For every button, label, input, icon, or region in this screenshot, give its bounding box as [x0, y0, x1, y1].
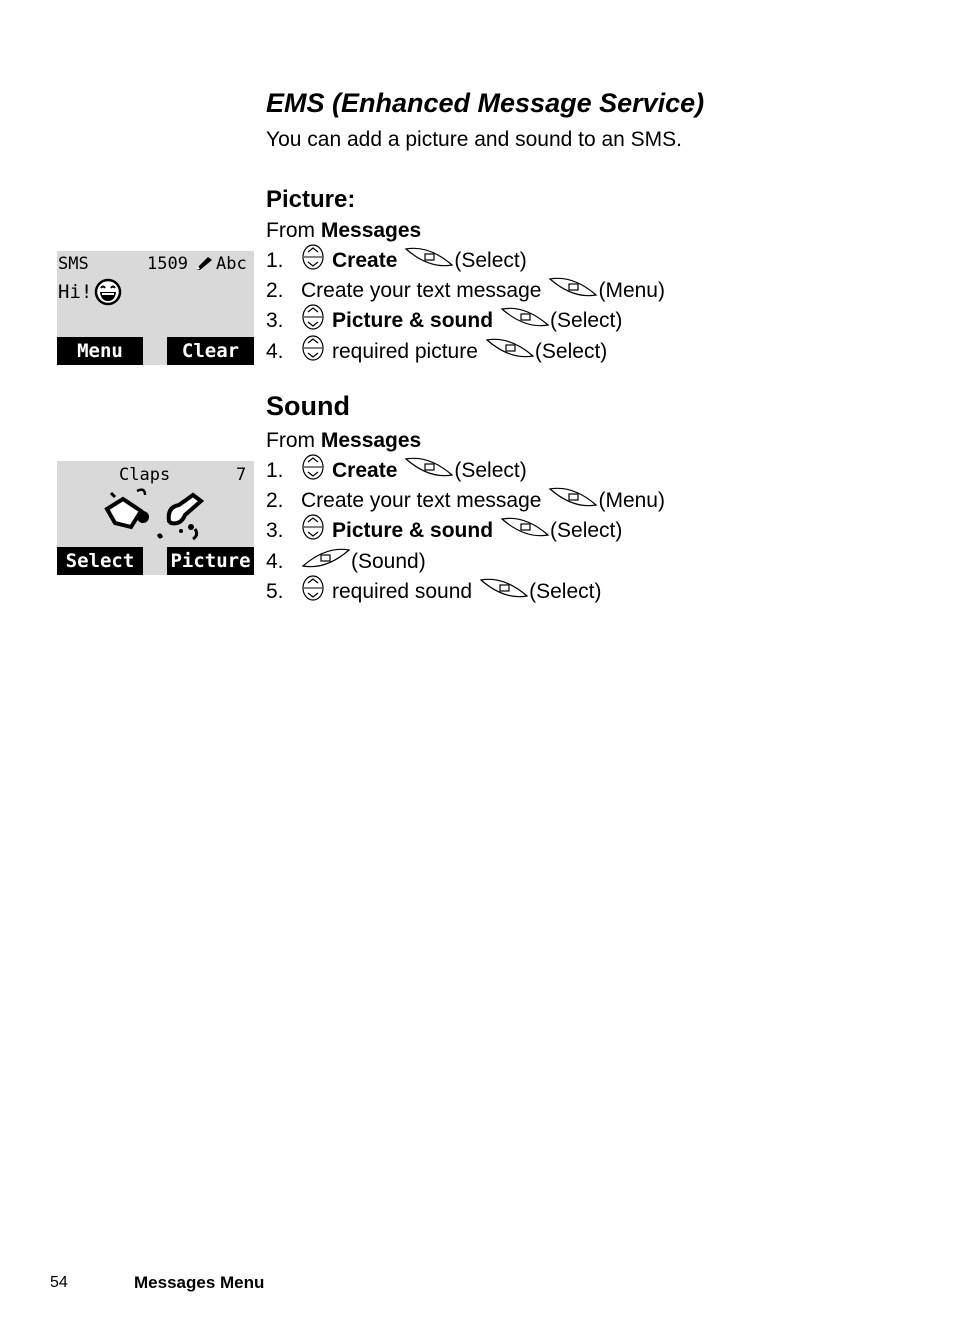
step-action: (Select) [534, 340, 608, 363]
softkey-icon [548, 485, 598, 517]
sound-counter: 7 [236, 465, 247, 485]
softkey-icon [548, 275, 598, 307]
step-action: (Select) [529, 580, 602, 603]
step-bold-text: Create [332, 249, 398, 272]
step-row [266, 517, 622, 545]
step-row [266, 548, 426, 576]
step-action: (Menu) [598, 279, 665, 302]
footer-section-title: Messages Menu [134, 1273, 265, 1292]
step-number: 4. [266, 340, 284, 363]
softkey-icon [479, 576, 529, 608]
phone-screen-sound [57, 461, 254, 575]
step-text: required picture [332, 340, 478, 363]
step-number: 1. [266, 459, 284, 482]
scroll-key-icon [301, 304, 325, 338]
softkey-picture: Picture [167, 547, 254, 575]
phone-screen-sms [57, 251, 254, 365]
intro-text: You can add a picture and sound to an SMS. [266, 128, 683, 151]
sound-from-line [266, 427, 421, 455]
step-number: 2. [266, 489, 284, 512]
step-row [266, 277, 665, 305]
softkey-menu: Menu [57, 337, 143, 365]
softkey-clear: Clear [167, 337, 254, 365]
clapping-hands-icon [101, 487, 213, 547]
from-value: Messages [320, 429, 422, 452]
picture-from-line [266, 217, 421, 245]
step-row [266, 578, 601, 606]
step-number: 3. [266, 519, 284, 542]
step-text: Create your text message [301, 279, 542, 302]
picture-heading: Picture: [266, 186, 356, 213]
softkey-icon [301, 546, 351, 578]
laughing-face-icon [93, 278, 123, 310]
step-action: (Select) [454, 249, 527, 272]
step-row [266, 338, 607, 366]
screen-label: SMS [58, 254, 89, 274]
step-row [266, 487, 665, 515]
step-number: 3. [266, 309, 284, 332]
sound-heading: Sound [266, 391, 350, 421]
softkey-icon [500, 515, 550, 547]
step-text: Create your text message [301, 489, 542, 512]
message-text: Hi! [58, 281, 93, 303]
step-row [266, 247, 527, 275]
softkey-icon [485, 336, 535, 368]
step-action: (Sound) [351, 550, 426, 573]
softkey-icon [404, 245, 454, 277]
scroll-key-icon [301, 514, 325, 548]
input-mode: Abc [216, 254, 247, 274]
step-number: 1. [266, 249, 284, 272]
scroll-key-icon [301, 244, 325, 278]
from-value: Messages [320, 219, 422, 242]
page-title: EMS (Enhanced Message Service) [266, 88, 705, 118]
scroll-key-icon [301, 575, 325, 609]
pen-icon [194, 255, 214, 275]
softkey-icon [404, 455, 454, 487]
step-bold-text: Create [332, 459, 398, 482]
step-action: (Menu) [598, 489, 665, 512]
scroll-key-icon [301, 454, 325, 488]
step-bold-text: Picture & sound [332, 309, 494, 332]
step-bold-text: Picture & sound [332, 519, 494, 542]
step-text: required sound [332, 580, 473, 603]
from-label: From [266, 429, 315, 452]
step-number: 5. [266, 580, 284, 603]
char-counter: 1509 [147, 254, 188, 274]
step-row [266, 307, 622, 335]
step-action: (Select) [454, 459, 527, 482]
step-row [266, 457, 527, 485]
step-action: (Select) [550, 519, 623, 542]
softkey-select: Select [57, 547, 143, 575]
step-number: 2. [266, 279, 284, 302]
step-action: (Select) [550, 309, 623, 332]
scroll-key-icon [301, 335, 325, 369]
from-label: From [266, 219, 315, 242]
page-number: 54 [50, 1274, 68, 1291]
step-number: 4. [266, 550, 284, 573]
softkey-icon [500, 305, 550, 337]
sound-name: Claps [119, 465, 171, 485]
